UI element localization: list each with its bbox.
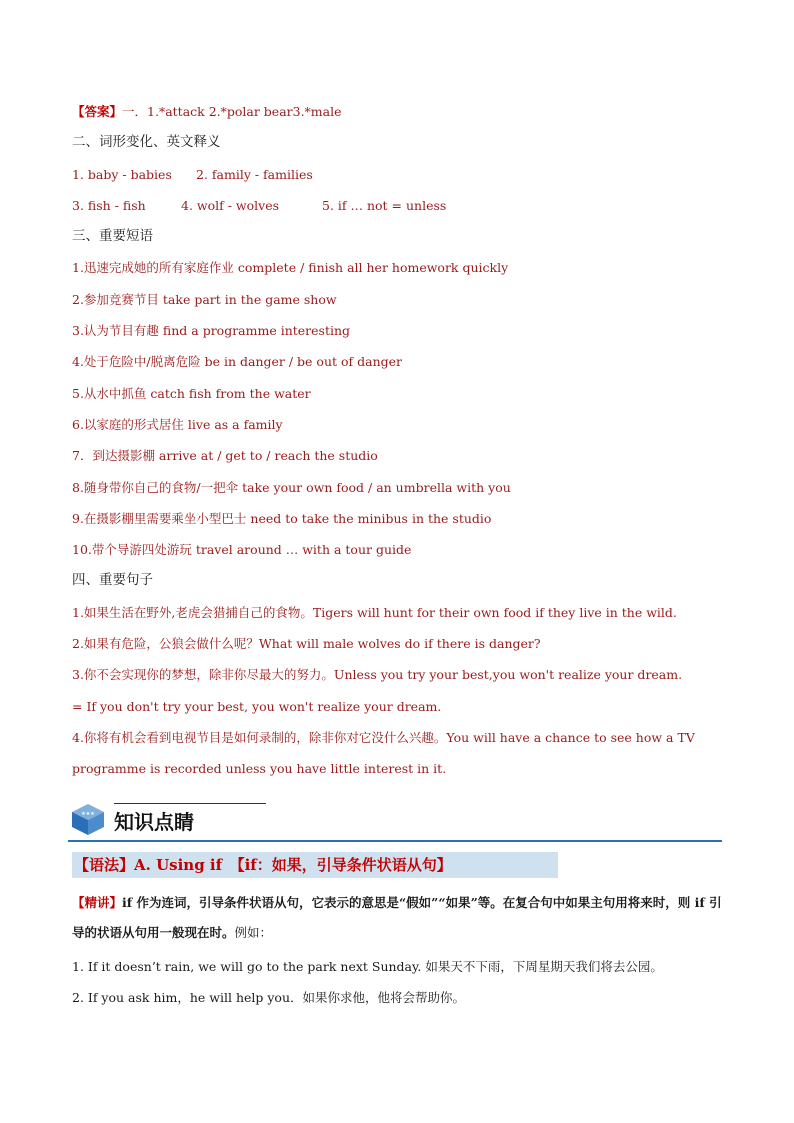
- phrase-item: 7．到达摄影棚 arrive at / get to / reach the studio: [72, 448, 378, 464]
- phrase-item: 2.参加竞赛节目 take part in the game show: [72, 291, 337, 307]
- title-underline: [68, 840, 722, 842]
- example-item: 1. If it doesn’t rain, we will go to the park next Sunday. 如果天不下雨，下周星期天我们将去公园。: [72, 959, 663, 974]
- sentence-item: = If you don't try your best, you won't realize your dream.: [72, 698, 442, 714]
- word-form-item: 3. fish - fish: [72, 197, 146, 213]
- word-form-item: 2. family - families: [196, 166, 313, 182]
- section4-heading: 四、重要句子: [72, 572, 153, 589]
- answer-part1: 一．1.*attack 2.*polar bear3.*male: [122, 104, 342, 119]
- answers-line: [72, 96, 722, 127]
- svg-text:★★★: ★★★: [81, 811, 95, 817]
- grammar-heading-bar: 【语法】A. Using if 【if：如果，引导条件状语从句】: [72, 852, 558, 878]
- answer-label: 【答案】: [72, 104, 123, 119]
- sentence-item: 2.如果有危险，公狼会做什么呢？What will male wolves do if there is danger?: [72, 636, 541, 652]
- phrase-item: 3.认为节目有趣 find a programme interesting: [72, 323, 351, 339]
- examples-list: [72, 951, 722, 1014]
- explanation-paragraph: [72, 888, 722, 948]
- word-forms-row-1: [72, 159, 722, 190]
- word-form-item: 1. baby - babies: [72, 166, 172, 182]
- knowledge-section-header: [68, 800, 722, 844]
- phrase-item: 10.带个导游四处游玩 travel around … with a tour guide: [72, 542, 412, 558]
- sentence-item: 1.如果生活在野外,老虎会猎捕自己的食物。Tigers will hunt for their own food if they live in the wild.: [72, 604, 677, 620]
- word-forms-row-2: [72, 190, 722, 221]
- word-form-item: 5. if … not = unless: [322, 197, 447, 213]
- explanation-suffix: 例如：: [234, 925, 273, 940]
- explanation-text: if 作为连词，引导条件状语从句，它表示的意思是“假如”“如果”等。在复合句中如果主句用将来时，则 if 引导的状语从句用一般现在时。: [72, 895, 722, 940]
- phrase-item: 6.以家庭的形式居住 live as a family: [72, 416, 283, 432]
- section3-heading: 三、重要短语: [72, 228, 153, 245]
- answers-section: [72, 96, 722, 785]
- phrase-item: 4.处于危险中/脱离危险 be in danger / be out of danger: [72, 354, 402, 370]
- section-title: 知识点睛: [114, 810, 194, 834]
- phrase-item: 5.从水中抓鱼 catch fish from the water: [72, 385, 311, 401]
- explanation-tag: 【精讲】: [72, 895, 123, 910]
- sentence-item: 3.你不会实现你的梦想，除非你尽最大的努力。Unless you try your best,you won't realize your dream.: [72, 667, 683, 683]
- example-item: 2. If you ask him，he will help you．如果你求他，他将会帮助你。: [72, 990, 466, 1006]
- phrase-item: 9.在摄影棚里需要乘坐小型巴士 need to take the minibus in the studio: [72, 510, 492, 526]
- word-form-item: 4. wolf - wolves: [181, 197, 280, 213]
- phrase-item: 8.随身带你自己的食物/一把伞 take your own food / an umbrella with you: [72, 479, 511, 495]
- star-badge-icon: [68, 802, 108, 838]
- sentence-item: 4.你将有机会看到电视节目是如何录制的，除非你对它没什么兴趣。You will have a chance to see how a TV programme is recorded unless you have little interest in it.: [72, 729, 695, 777]
- phrase-item: 1.迅速完成她的所有家庭作业 complete / finish all her homework quickly: [72, 260, 509, 276]
- section2-heading: 二、词形变化、英文释义: [72, 134, 221, 151]
- title-topline: [114, 803, 266, 804]
